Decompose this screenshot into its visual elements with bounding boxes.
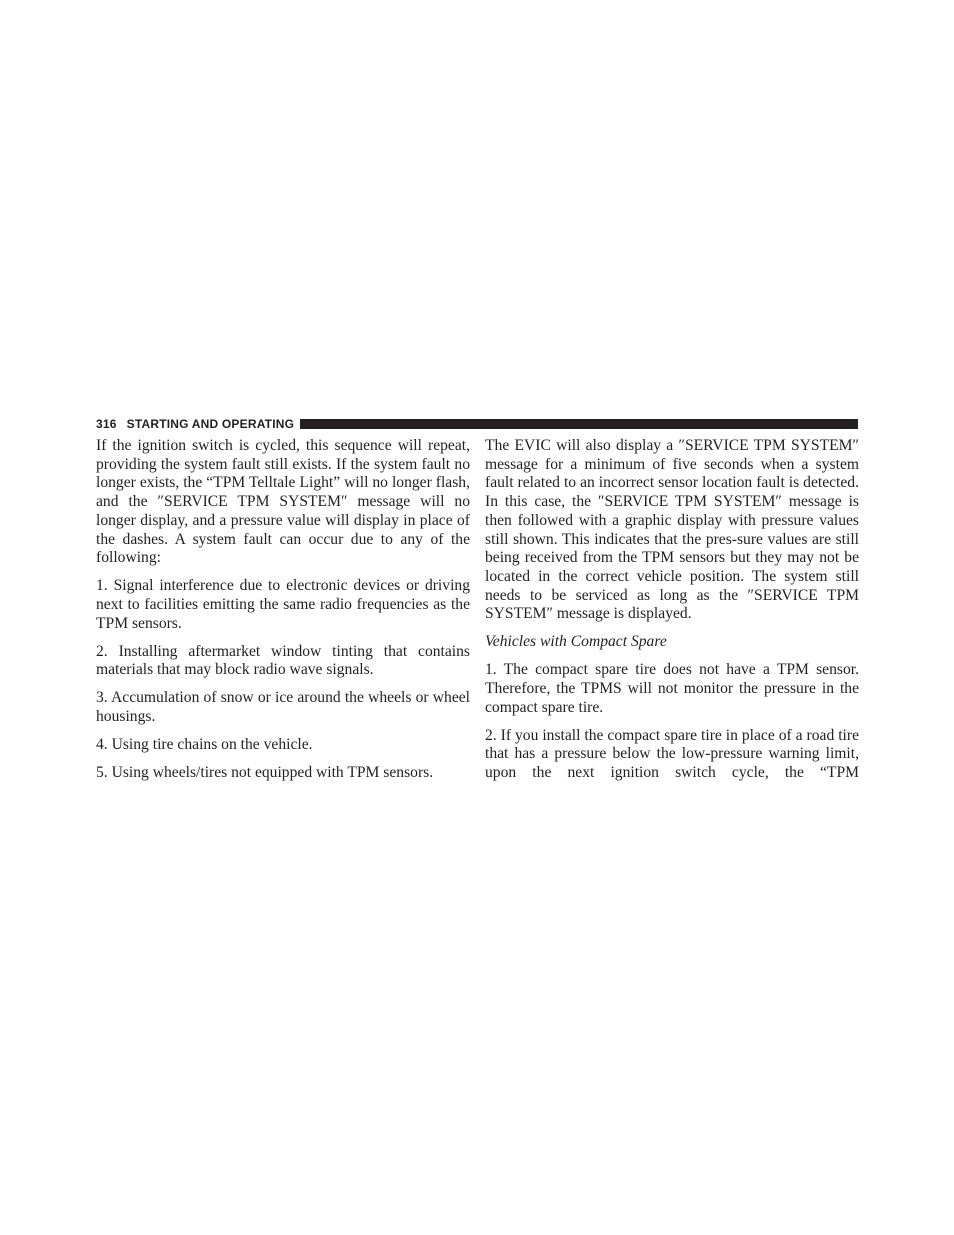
- paragraph-system-fault: If the ignition switch is cycled, this sequence will repeat, providing the system fault still exists. If the system fault no longer exists, the “TPM Telltale Light” will no longer flash, and the ″SERVICE TPM SYSTEM″ message will no longer display, and a pressure value will display in place of the dashes. A system fault can occur due to any of the following:: [96, 437, 470, 567]
- list-item-tire-chains: 4. Using tire chains on the vehicle.: [96, 736, 313, 754]
- subheading-compact-spare: Vehicles with Compact Spare: [485, 633, 667, 651]
- section-title: STARTING AND OPERATING: [126, 417, 295, 431]
- header-rule: [300, 419, 858, 429]
- list-item-install-compact-spare: 2. If you install the compact spare tire in place of a road tire that has a pressure below the low-pressure warning limit, upon the next ignition switch cycle, the “TPM: [485, 726, 859, 782]
- page-number: 316: [96, 417, 117, 431]
- paragraph-evic-display: The EVIC will also display a ″SERVICE TPM SYSTEM″ message for a minimum of five seconds when a system fault related to an incorrect sensor location fault is detected. In this case, the ″SERVICE TPM SYSTEM″ message is then followed with a graphic display with pressure values still shown. This indicates that the pres-sure values are still being received from the TPM sensors but they may not be located in the correct vehicle position. The system still needs to be serviced as long as the ″SERVICE TPM SYSTEM″ message is displayed.: [485, 437, 859, 623]
- list-item-snow-ice: 3. Accumulation of snow or ice around the wheels or wheel housings.: [96, 689, 470, 726]
- list-item-signal-interference: 1. Signal interference due to electronic devices or driving next to facilities emitting the same radio frequencies as the TPM sensors.: [96, 577, 470, 632]
- left-column: [96, 437, 470, 792]
- list-item-no-tpm-sensor: 1. The compact spare tire does not have a TPM sensor. Therefore, the TPMS will not monitor the pressure in the compact spare tire.: [485, 661, 859, 716]
- right-column: [485, 437, 859, 792]
- list-item-window-tinting: 2. Installing aftermarket window tinting that contains materials that may block radio wave signals.: [96, 642, 470, 679]
- page-header: [96, 417, 858, 431]
- list-item-wheels-no-sensors: 5. Using wheels/tires not equipped with TPM sensors.: [96, 764, 434, 782]
